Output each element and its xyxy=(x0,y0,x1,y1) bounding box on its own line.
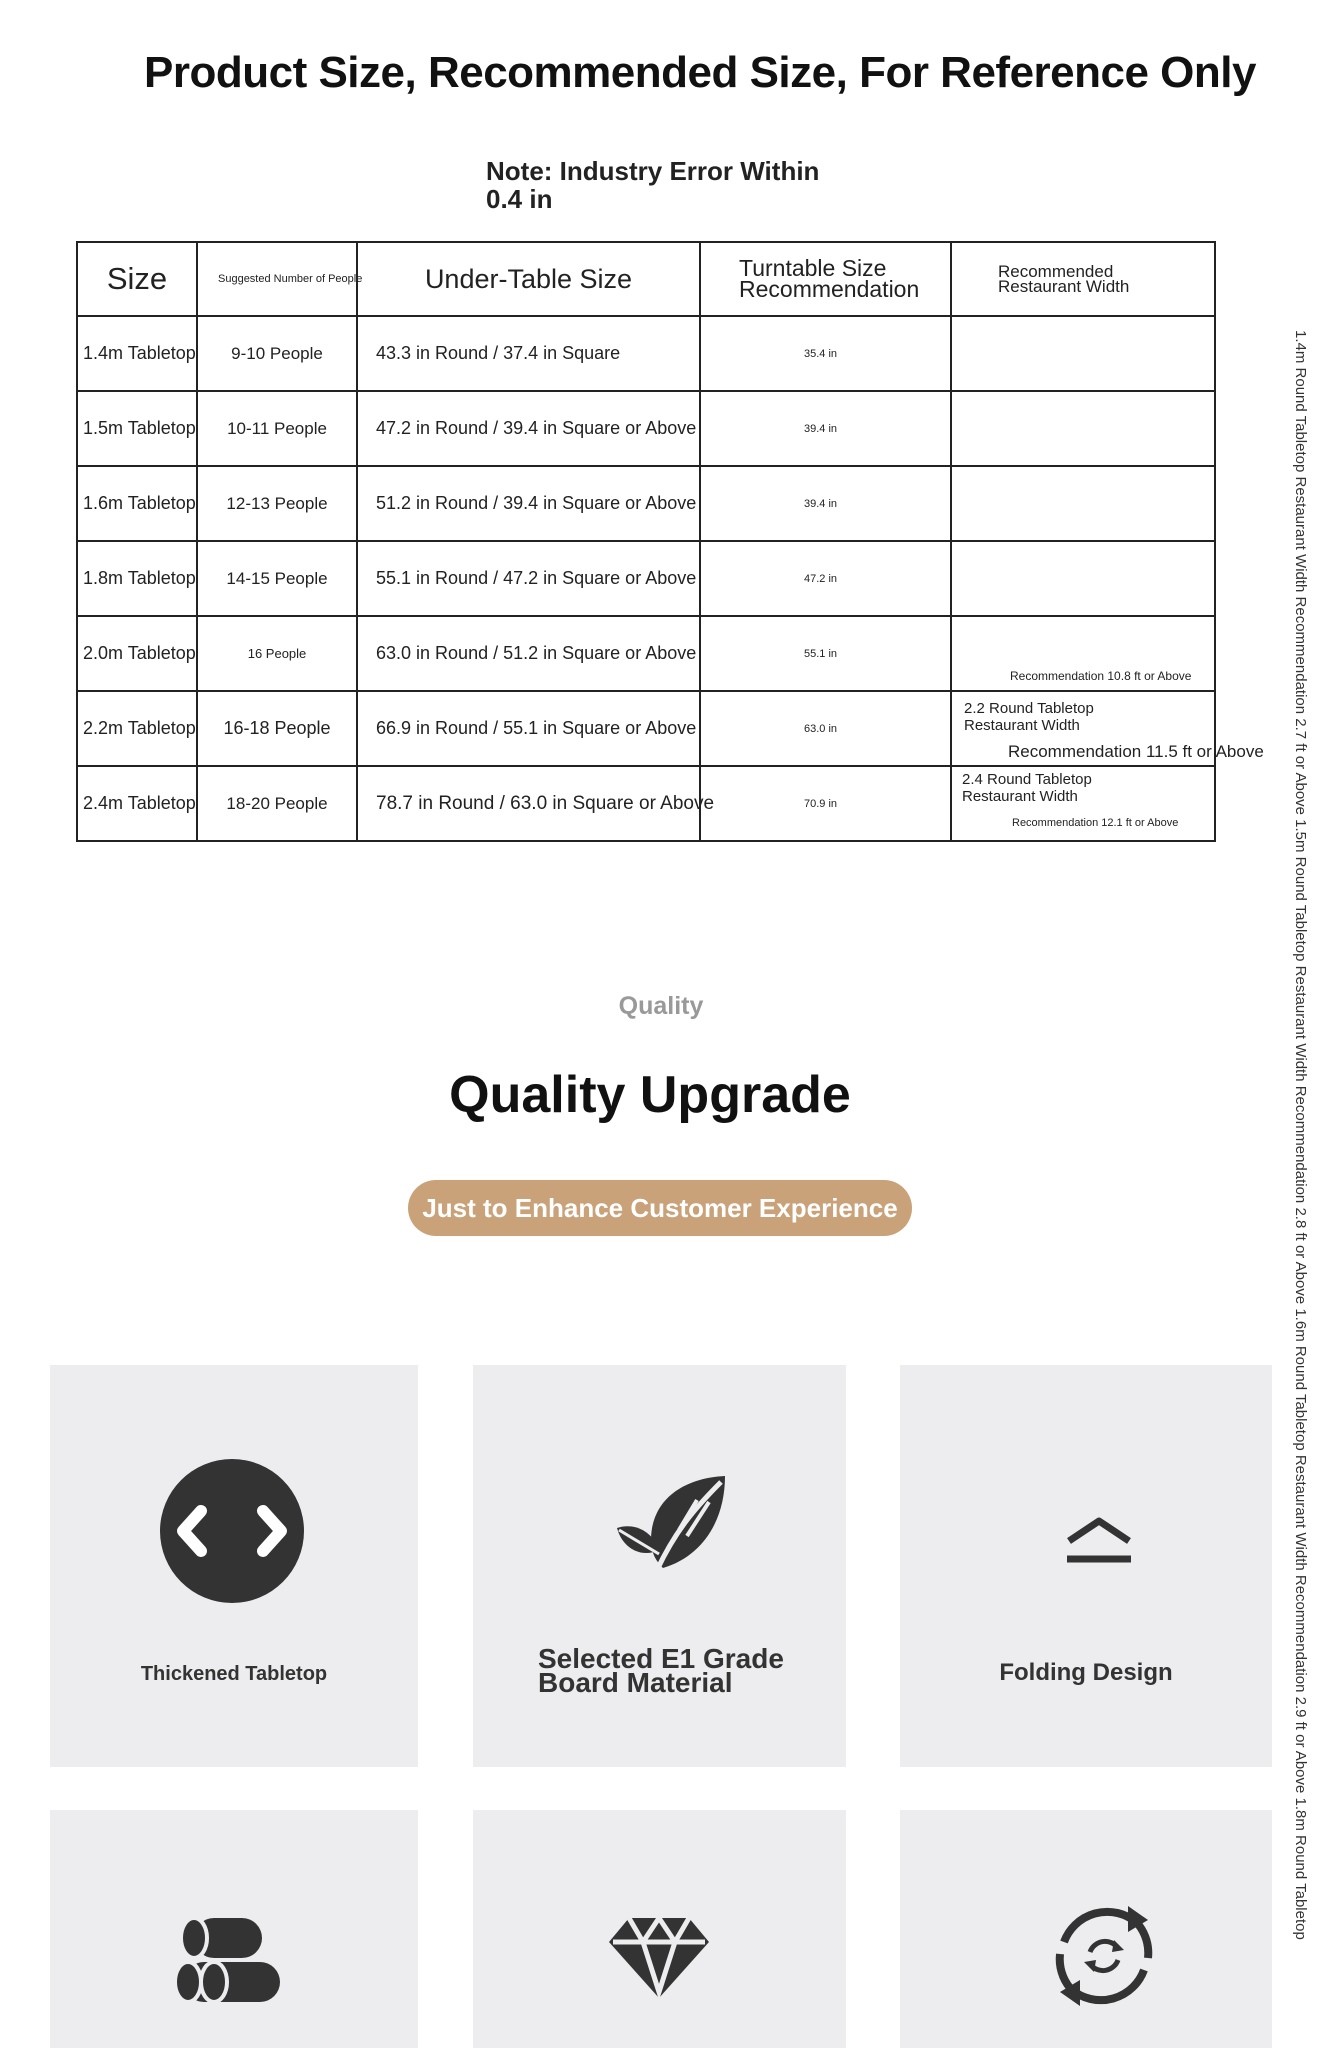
cell-under-table-size: 55.1 in Round / 47.2 in Square or Above xyxy=(357,541,700,616)
feature-card xyxy=(473,1365,846,1767)
cell-under-table-size: 51.2 in Round / 39.4 in Square or Above xyxy=(357,466,700,541)
feature-label: Selected E1 Grade Board Material xyxy=(538,1643,784,1698)
cell-people: 14-15 People xyxy=(197,541,357,616)
width-title: 2.4 Round Tabletop Restaurant Width xyxy=(962,771,1092,805)
feature-card xyxy=(900,1810,1272,2048)
cell-people: 10-11 People xyxy=(197,391,357,466)
cell-under-table-size: 43.3 in Round / 37.4 in Square xyxy=(357,316,700,391)
cell-size: 1.4m Tabletop xyxy=(77,316,197,391)
cell-people: 12-13 People xyxy=(197,466,357,541)
section-label: Quality xyxy=(618,992,704,1020)
rotate-icon xyxy=(1050,1902,1158,2010)
cell-turntable: 70.9 in xyxy=(700,766,951,841)
width-recommendation: Recommendation 12.1 ft or Above xyxy=(1012,817,1179,829)
width-recommendation: Recommendation 10.8 ft or Above xyxy=(1010,669,1192,683)
industry-error-note: Note: Industry Error Within 0.4 in xyxy=(486,156,820,214)
table-row xyxy=(77,541,1215,616)
cell-turntable: 63.0 in xyxy=(700,691,951,766)
cell-under-table-size: 63.0 in Round / 51.2 in Square or Above xyxy=(357,616,700,691)
cell-restaurant-width xyxy=(951,766,1215,841)
page-title: Product Size, Recommended Size, For Reference Only xyxy=(144,48,1256,97)
feature-label: Thickened Tabletop xyxy=(140,1663,328,1685)
cell-people: 16-18 People xyxy=(197,691,357,766)
feature-card xyxy=(900,1365,1272,1767)
feature-card xyxy=(473,1810,846,2048)
table-row xyxy=(77,466,1215,541)
header-turntable: Turntable Size Recommendation xyxy=(700,242,951,316)
leaf-icon xyxy=(613,1470,733,1580)
cell-size: 1.6m Tabletop xyxy=(77,466,197,541)
table-row xyxy=(77,316,1215,391)
cell-size: 1.5m Tabletop xyxy=(77,391,197,466)
cell-under-table-size: 47.2 in Round / 39.4 in Square or Above xyxy=(357,391,700,466)
subtitle-pill: Just to Enhance Customer Experience xyxy=(408,1180,912,1236)
header-size: Size xyxy=(77,242,197,316)
header-under-table-size: Under-Table Size xyxy=(357,242,700,316)
cell-restaurant-width xyxy=(951,541,1215,616)
vertical-width-recommendations: 1.4m Round Tabletop Restaurant Width Recommendation 2.7 ft or Above 1.5m Round Tabletop Restaurant Width Recommendation 2.8 ft or Above 1.6m Round Tabletop Restaurant Width Recommendation 2.9 ft or Above 1.8m Round Tabletop xyxy=(1292,330,1309,1940)
diamond-icon xyxy=(605,1914,713,2002)
cell-people: 16 People xyxy=(197,616,357,691)
feature-card xyxy=(50,1365,418,1767)
cell-turntable: 47.2 in xyxy=(700,541,951,616)
cell-turntable: 55.1 in xyxy=(700,616,951,691)
table-row xyxy=(77,616,1215,691)
size-table xyxy=(76,241,1264,842)
table-header-row xyxy=(77,242,1215,316)
header-restaurant-width: Recommended Restaurant Width xyxy=(951,242,1215,316)
cell-restaurant-width xyxy=(951,316,1215,391)
cell-size: 1.8m Tabletop xyxy=(77,541,197,616)
cell-people: 9-10 People xyxy=(197,316,357,391)
logs-icon xyxy=(170,1916,288,2004)
cell-turntable: 39.4 in xyxy=(700,466,951,541)
cell-restaurant-width xyxy=(951,616,1215,691)
cell-turntable: 35.4 in xyxy=(700,316,951,391)
cell-restaurant-width xyxy=(951,466,1215,541)
cell-under-table-size: 78.7 in Round / 63.0 in Square or Above xyxy=(357,766,700,841)
width-title: 2.2 Round Tabletop Restaurant Width xyxy=(964,700,1094,734)
width-recommendation: Recommendation 11.5 ft or Above xyxy=(1008,742,1264,761)
left-right-arrows-icon xyxy=(159,1458,305,1604)
cell-restaurant-width xyxy=(951,691,1264,766)
fold-up-icon xyxy=(1063,1515,1135,1565)
cell-size: 2.0m Tabletop xyxy=(77,616,197,691)
feature-card xyxy=(50,1810,418,2048)
feature-label: Folding Design xyxy=(999,1659,1173,1686)
cell-under-table-size: 66.9 in Round / 55.1 in Square or Above xyxy=(357,691,700,766)
cell-turntable: 39.4 in xyxy=(700,391,951,466)
section-title: Quality Upgrade xyxy=(449,1066,851,1124)
cell-size: 2.4m Tabletop xyxy=(77,766,197,841)
table-row xyxy=(77,766,1215,841)
cell-size: 2.2m Tabletop xyxy=(77,691,197,766)
cell-restaurant-width xyxy=(951,391,1215,466)
table-row xyxy=(77,391,1215,466)
cell-people: 18-20 People xyxy=(197,766,357,841)
header-people: Suggested Number of People xyxy=(197,242,357,316)
table-row xyxy=(77,691,1215,766)
